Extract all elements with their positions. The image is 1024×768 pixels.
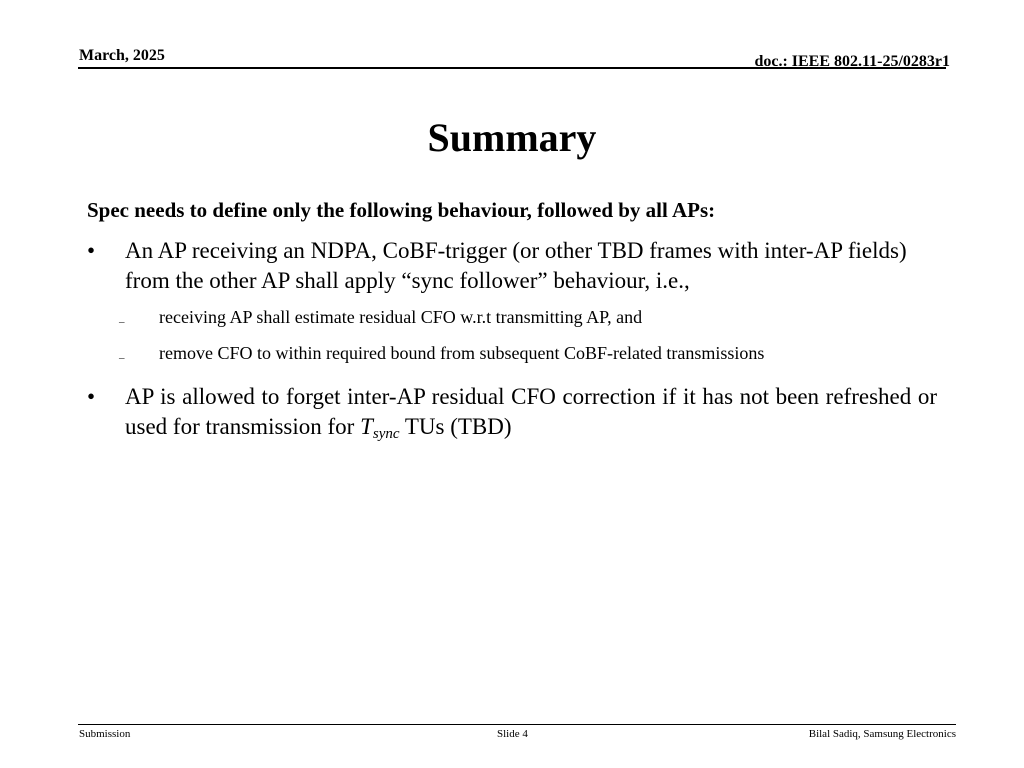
header-divider xyxy=(78,67,946,69)
intro-text: Spec needs to define only the following behaviour, followed by all APs: xyxy=(87,198,716,222)
sub-bullet-item-1 xyxy=(87,304,937,330)
header-doc-id: doc.: IEEE 802.11-25/0283r1 xyxy=(754,53,950,70)
t-sync-symbol xyxy=(360,414,400,442)
bullet-marker: • xyxy=(87,238,96,263)
slide-body xyxy=(87,194,937,442)
sub-bullet-list xyxy=(87,304,937,366)
sub-bullet-2-text: remove CFO to within required bound from subsequent CoBF-related transmissions xyxy=(159,343,765,363)
bullet-1-text: An AP receiving an NDPA, CoBF-trigger (or other TBD frames with inter-AP fields) from the other AP shall apply “sync follower” behaviour, i.e., xyxy=(125,238,907,293)
sub-bullet-marker: – xyxy=(119,316,125,328)
sub-bullet-1-text: receiving AP shall estimate residual CFO w.r.t transmitting AP, and xyxy=(159,307,643,327)
bullet-2-text-after: TUs (TBD) xyxy=(399,414,512,439)
bullet-item-1 xyxy=(87,236,937,296)
sub-bullet-marker: – xyxy=(119,352,125,364)
slide-title: Summary xyxy=(427,115,597,160)
bullet-2-text-before: AP is allowed to forget inter-AP residual CFO correction if it has not been refreshed or used for transmission for xyxy=(125,384,937,439)
bullet-item-2 xyxy=(87,382,937,442)
t-sync-base: T xyxy=(360,414,373,439)
footer-divider xyxy=(78,724,956,725)
sub-bullet-item-2 xyxy=(87,340,937,366)
bullet-marker: • xyxy=(87,384,96,409)
footer-author: Bilal Sadiq, Samsung Electronics xyxy=(808,728,956,740)
footer-slide-number: Slide 4 xyxy=(497,728,528,740)
t-sync-subscript: sync xyxy=(372,426,400,442)
footer-submission: Submission xyxy=(79,728,131,740)
header-date: March, 2025 xyxy=(79,47,165,64)
